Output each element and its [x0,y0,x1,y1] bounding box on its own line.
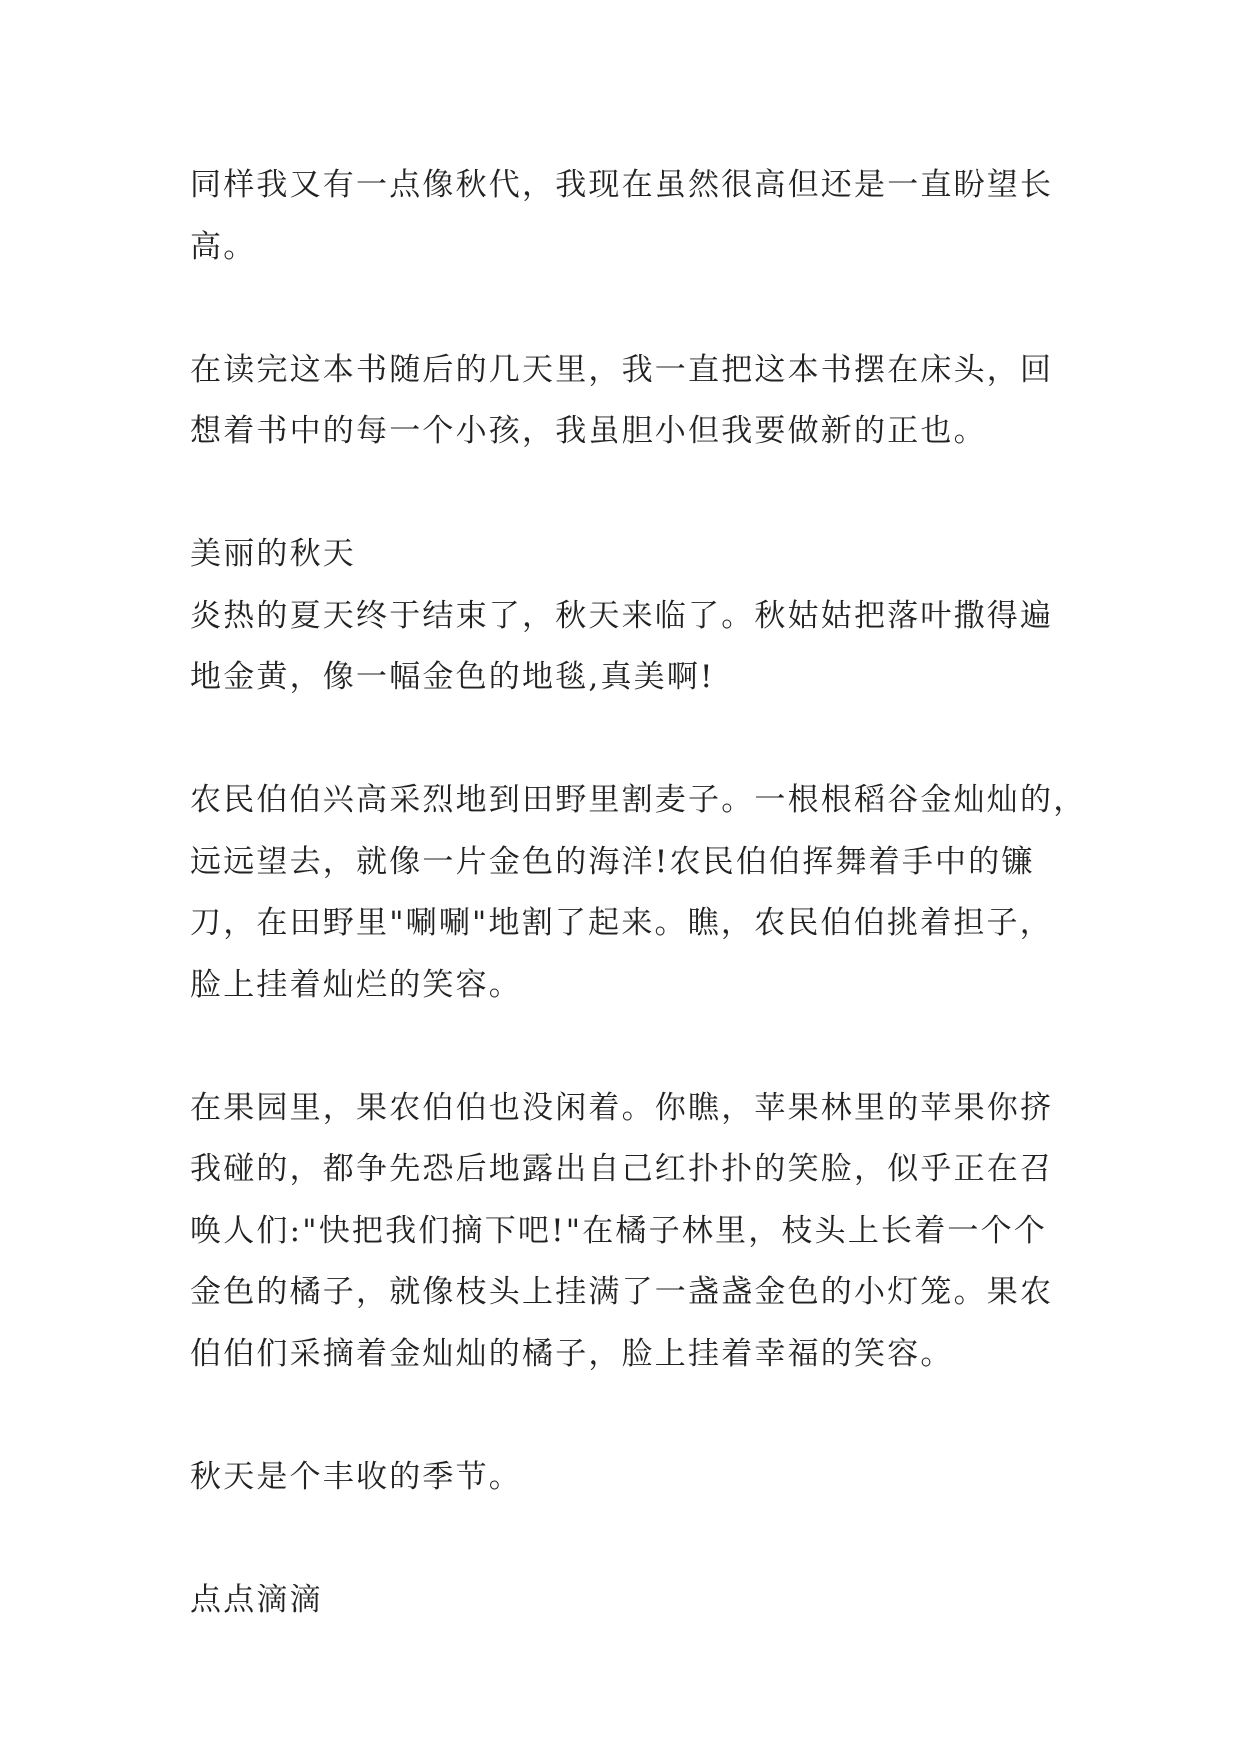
text-line: 在读完这本书随后的几天里，我一直把这本书摆在床头，回 [190,351,1054,388]
text-line: 脸上挂着灿烂的笑容。 [190,966,522,1003]
paragraph [190,340,1070,463]
paragraph [190,770,1087,1016]
text-line: 我碰的，都争先恐后地露出自己红扑扑的笑脸，似乎正在召 [190,1151,1054,1187]
text-line: 想着书中的每一个小孩，我虽胆小但我要做新的正也。 [190,413,987,449]
text-line: 秋天是个丰收的季节。 [190,1458,522,1495]
text-line: 同样我又有一点像秋代，我现在虽然很高但还是一直盼望长 [190,167,1054,203]
paragraph [190,1078,1070,1386]
text-line: 农民伯伯兴高采烈地到田野里割麦子。一根根稻谷金灿灿的， [190,782,1087,818]
text-line: 唤人们:"快把我们摘下吧!"在橘子林里，枝头上长着一个个 [190,1212,1048,1249]
section-title: 美丽的秋天 [190,536,356,572]
text-line: 在果园里，果农伯伯也没闲着。你瞧，苹果林里的苹果你挤 [190,1089,1054,1126]
paragraph [190,1570,1070,1632]
paragraph [190,1447,1070,1509]
paragraph-gap [190,278,1070,340]
paragraph-gap [190,463,1070,525]
text-line: 地金黄，像一幅金色的地毯,真美啊! [190,659,715,695]
text-line: 远远望去，就像一片金色的海洋!农民伯伯挥舞着手中的镰 [190,843,1035,880]
paragraph-gap [190,709,1070,771]
paragraph-gap [190,1016,1070,1078]
paragraph [190,155,1070,278]
paragraph-gap [190,1508,1070,1570]
text-line: 刀，在田野里"唰唰"地割了起来。瞧，农民伯伯挑着担子， [190,905,1053,941]
paragraph-gap [190,1385,1070,1447]
text-line: 高。 [190,228,257,265]
section-title: 点点滴滴 [190,1581,323,1618]
paragraph [190,524,1070,709]
document-body [190,155,1087,1631]
text-line: 金色的橘子，就像枝头上挂满了一盏盏金色的小灯笼。果农 [190,1274,1054,1310]
text-line: 炎热的夏天终于结束了，秋天来临了。秋姑姑把落叶撒得遍 [190,597,1054,634]
text-line: 伯伯们采摘着金灿灿的橘子，脸上挂着幸福的笑容。 [190,1335,954,1372]
